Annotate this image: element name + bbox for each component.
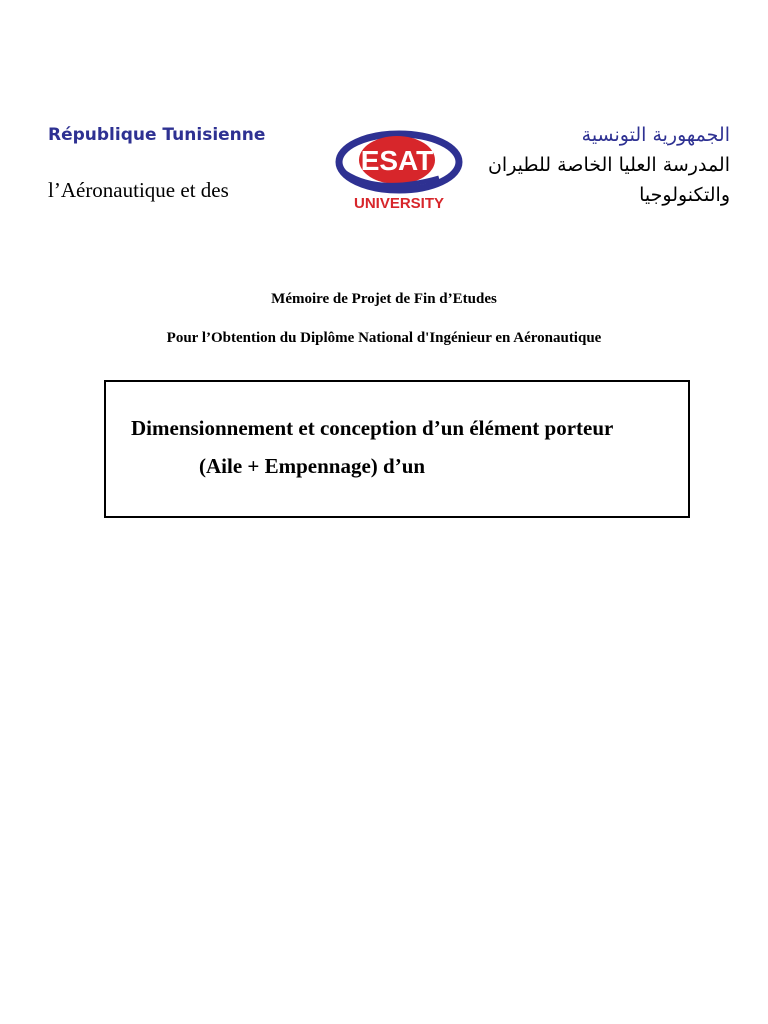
republic-name-fr: République Tunisienne [48, 125, 266, 145]
thesis-title-line2: (Aile + Empennage) d’un [199, 454, 426, 478]
logo-subtitle: UNIVERSITY [353, 195, 445, 212]
republic-name-ar: الجمهورية التونسية [581, 124, 730, 146]
school-name-ar-line1: المدرسة العليا الخاصة للطيران [487, 154, 730, 176]
memoire-heading: Mémoire de Projet de Fin d’Etudes [271, 291, 497, 307]
school-name-fr: l’Aéronautique et des [48, 178, 229, 202]
logo-name: ESAT [360, 145, 434, 176]
esat-university-logo [335, 126, 463, 214]
thesis-title-box [104, 380, 690, 518]
diploma-heading: Pour l’Obtention du Diplôme National d'Ingénieur en Aéronautique [166, 330, 602, 346]
thesis-title-line1: Dimensionnement et conception d’un élément porteur [131, 416, 614, 440]
school-name-ar-line2: والتكنولوجيا [639, 184, 730, 206]
